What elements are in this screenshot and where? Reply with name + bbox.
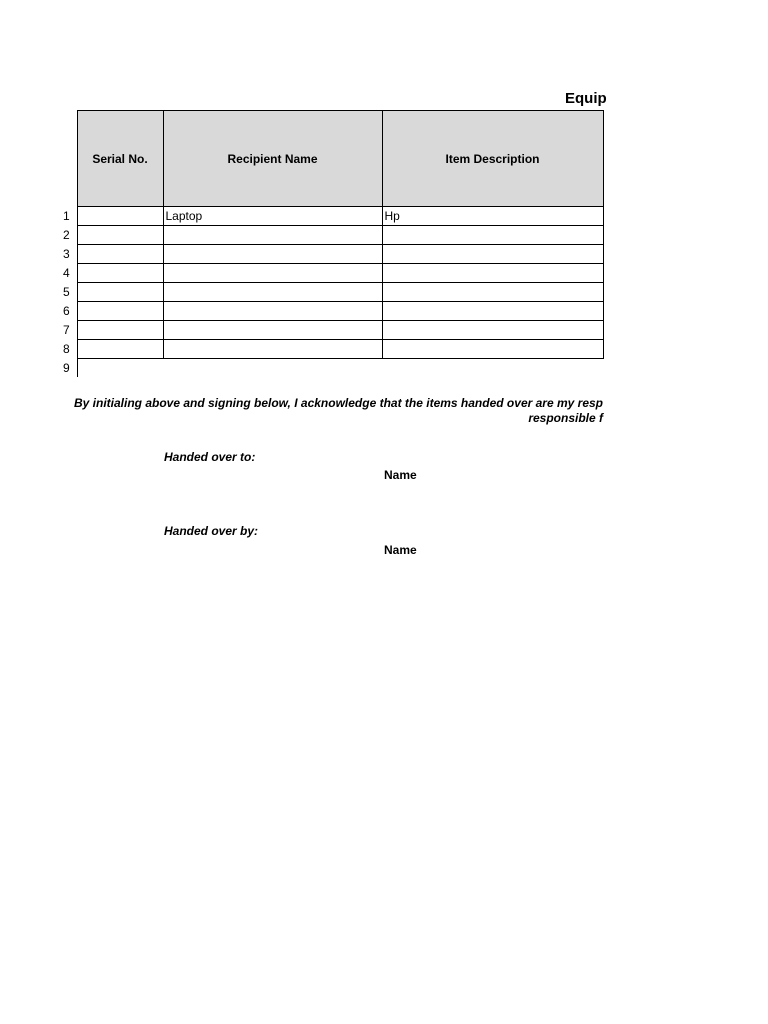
serial-cell[interactable] (77, 207, 163, 226)
row-number: 2 (62, 226, 77, 245)
serial-cell[interactable] (77, 226, 163, 245)
handed-over-to-label: Handed over to: (164, 450, 256, 464)
table-row (62, 302, 603, 321)
table-row (62, 245, 603, 264)
row-number: 5 (62, 283, 77, 302)
serial-cell[interactable] (77, 283, 163, 302)
table-row (62, 207, 603, 226)
item-cell[interactable] (382, 359, 603, 378)
serial-cell[interactable] (77, 302, 163, 321)
item-cell[interactable] (382, 283, 603, 302)
row-number-header (62, 111, 77, 207)
item-cell[interactable] (382, 245, 603, 264)
item-cell[interactable] (382, 226, 603, 245)
table-row (62, 321, 603, 340)
serial-cell[interactable] (77, 359, 163, 378)
recipient-cell[interactable]: Laptop (163, 207, 382, 226)
recipient-cell[interactable] (163, 264, 382, 283)
serial-cell[interactable] (77, 340, 163, 359)
recipient-name-header: Recipient Name (163, 111, 382, 207)
recipient-cell[interactable] (163, 302, 382, 321)
acknowledgement-text (43, 396, 603, 426)
recipient-cell[interactable] (163, 283, 382, 302)
handed-over-to-name-label: Name (384, 468, 417, 482)
handed-over-by-label: Handed over by: (164, 524, 259, 538)
table-row (62, 359, 603, 378)
row-number: 6 (62, 302, 77, 321)
recipient-cell[interactable] (163, 321, 382, 340)
row-number: 8 (62, 340, 77, 359)
serial-cell[interactable] (77, 264, 163, 283)
acknowledgement-line-2: responsible f (528, 411, 603, 425)
item-description-header: Item Description (382, 111, 603, 207)
serial-cell[interactable] (77, 321, 163, 340)
row-number: 3 (62, 245, 77, 264)
table-row (62, 340, 603, 359)
table-row (62, 264, 603, 283)
row-number: 9 (62, 359, 77, 378)
row-number: 7 (62, 321, 77, 340)
item-cell[interactable] (382, 340, 603, 359)
recipient-cell[interactable] (163, 245, 382, 264)
row-number: 4 (62, 264, 77, 283)
handed-over-by-name-label: Name (384, 543, 417, 557)
document-title: Equip (565, 90, 607, 107)
serial-cell[interactable] (77, 245, 163, 264)
acknowledgement-line-1: By initialing above and signing below, I acknowledge that the items handed over are my resp (73, 396, 603, 410)
recipient-cell[interactable] (163, 226, 382, 245)
table-row (62, 226, 603, 245)
item-cell[interactable] (382, 321, 603, 340)
item-cell[interactable] (382, 302, 603, 321)
table-row (62, 283, 603, 302)
recipient-cell[interactable] (163, 340, 382, 359)
item-cell[interactable] (382, 264, 603, 283)
table-header-row (62, 111, 603, 207)
item-cell[interactable]: Hp (382, 207, 603, 226)
row-number: 1 (62, 207, 77, 226)
recipient-cell[interactable] (163, 359, 382, 378)
serial-no-header: Serial No. (77, 111, 163, 207)
equipment-table (62, 110, 604, 377)
